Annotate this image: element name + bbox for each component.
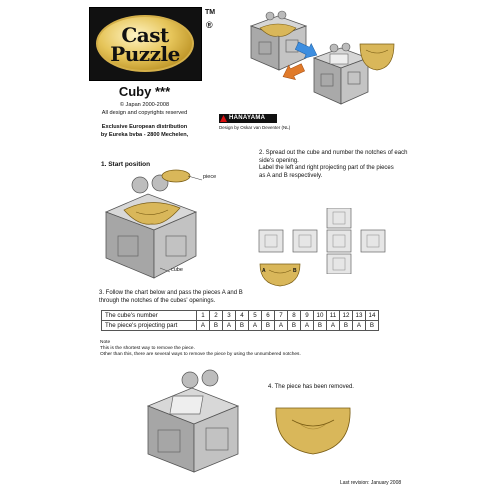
projecting-part-cell: B <box>314 321 327 331</box>
product-title: Cuby *** <box>118 84 171 99</box>
logo-gold-ellipse <box>96 15 194 72</box>
assembled-cube-image <box>251 11 306 70</box>
net-face-left <box>259 230 283 252</box>
start-cube-image <box>106 170 202 278</box>
hanayama-logo <box>219 114 277 123</box>
cast-puzzle-logo <box>89 7 202 81</box>
projecting-part-cell: B <box>210 321 223 331</box>
table-row <box>102 321 379 331</box>
logo-line-2: Puzzle <box>110 42 180 66</box>
step-2-instructions <box>259 150 449 180</box>
distribution-line-2: by Eureka bvba - 2800 Mechelen, <box>100 132 189 138</box>
step-3-instructions <box>99 290 359 305</box>
step-3-line-2: through the notches of the cubes' openings. <box>99 297 216 304</box>
cube-number-cell: 9 <box>301 311 314 321</box>
cube-number-cell: 4 <box>236 311 249 321</box>
label-cube: cube <box>171 267 183 273</box>
step-2-line-2: side's opening. <box>259 157 299 164</box>
row-label-projecting-part: The piece's projecting part <box>102 321 197 331</box>
label-piece: piece <box>203 174 217 180</box>
label-b: B <box>293 268 297 274</box>
designer-credit: Design by Oskar van Deventer (NL) <box>219 125 291 130</box>
cube-number-cell: 14 <box>366 311 379 321</box>
opened-cube-image <box>314 43 368 104</box>
projecting-part-cell: B <box>366 321 379 331</box>
net-face-center-left <box>293 230 317 252</box>
hero-illustration <box>226 8 396 112</box>
cube-number-cell: 8 <box>288 311 301 321</box>
step-2-line-4: as A and B respectively. <box>259 172 323 179</box>
cube-number-cell: 7 <box>275 311 288 321</box>
projecting-part-cell: A <box>223 321 236 331</box>
projecting-part-cell: B <box>288 321 301 331</box>
removed-cube-illustration <box>138 368 248 476</box>
cube-number-cell: 10 <box>314 311 327 321</box>
distribution-line-1: Exclusive European distribution <box>101 124 188 130</box>
step-3-line-1: 3. Follow the chart below and pass the pieces A and B <box>99 290 243 296</box>
revision-text: Last revision: January 2008 <box>340 480 402 486</box>
projecting-part-cell: A <box>327 321 340 331</box>
projecting-part-cell: A <box>301 321 314 331</box>
trademark-mark: TM <box>205 9 216 16</box>
net-face-bottom <box>327 254 351 274</box>
logo-line-1: Cast <box>121 23 169 47</box>
sequence-chart <box>101 310 379 331</box>
cube-number-cell: 2 <box>210 311 223 321</box>
net-face-right <box>361 230 385 252</box>
projecting-part-cell: A <box>197 321 210 331</box>
removed-piece-image <box>276 408 350 454</box>
projecting-part-cell: B <box>262 321 275 331</box>
note-block <box>100 340 400 358</box>
step-2-line-3: Label the left and right projecting part of the pieces <box>259 165 394 171</box>
projecting-part-cell: A <box>275 321 288 331</box>
step-2-line-1: 2. Spread out the cube and number the notches of each <box>259 150 408 156</box>
cube-number-cell: 3 <box>223 311 236 321</box>
cube-number-cell: 5 <box>249 311 262 321</box>
hanayama-mark-icon <box>220 115 227 122</box>
projecting-part-cell: B <box>340 321 353 331</box>
projecting-part-cell: A <box>353 321 366 331</box>
note-heading: Note <box>100 340 111 345</box>
cube-number-cell: 1 <box>197 311 210 321</box>
note-line-2: Other than this, there are several ways to remove the piece by using the unnumbered notches. <box>100 352 301 357</box>
row-label-cube-number: The cube's number <box>102 311 197 321</box>
start-position-illustration <box>96 168 226 280</box>
net-face-top <box>327 208 351 228</box>
cube-number-cell: 6 <box>262 311 275 321</box>
projecting-part-cell: B <box>236 321 249 331</box>
net-face-center <box>327 230 351 252</box>
rights-text: All design and copyrights reserved <box>101 110 188 116</box>
registered-mark: ® <box>206 20 213 30</box>
note-line-1: This is the shortest way to remove the piece. <box>100 346 195 351</box>
step-4-text: 4. The piece has been removed. <box>268 384 354 390</box>
removed-piece-illustration <box>272 402 354 458</box>
label-a: A <box>262 268 266 274</box>
table-row <box>102 311 379 321</box>
projecting-part-cell: A <box>249 321 262 331</box>
piece-ab-diagram <box>257 260 303 290</box>
cube-number-cell: 11 <box>327 311 340 321</box>
cube-number-cell: 13 <box>353 311 366 321</box>
step-1-heading: 1. Start position <box>101 161 151 168</box>
removed-cube-image <box>148 370 238 472</box>
cube-number-cell: 12 <box>340 311 353 321</box>
hanayama-name: HANAYAMA <box>229 115 266 121</box>
copyright-text: © Japan 2000-2008 <box>119 102 170 108</box>
